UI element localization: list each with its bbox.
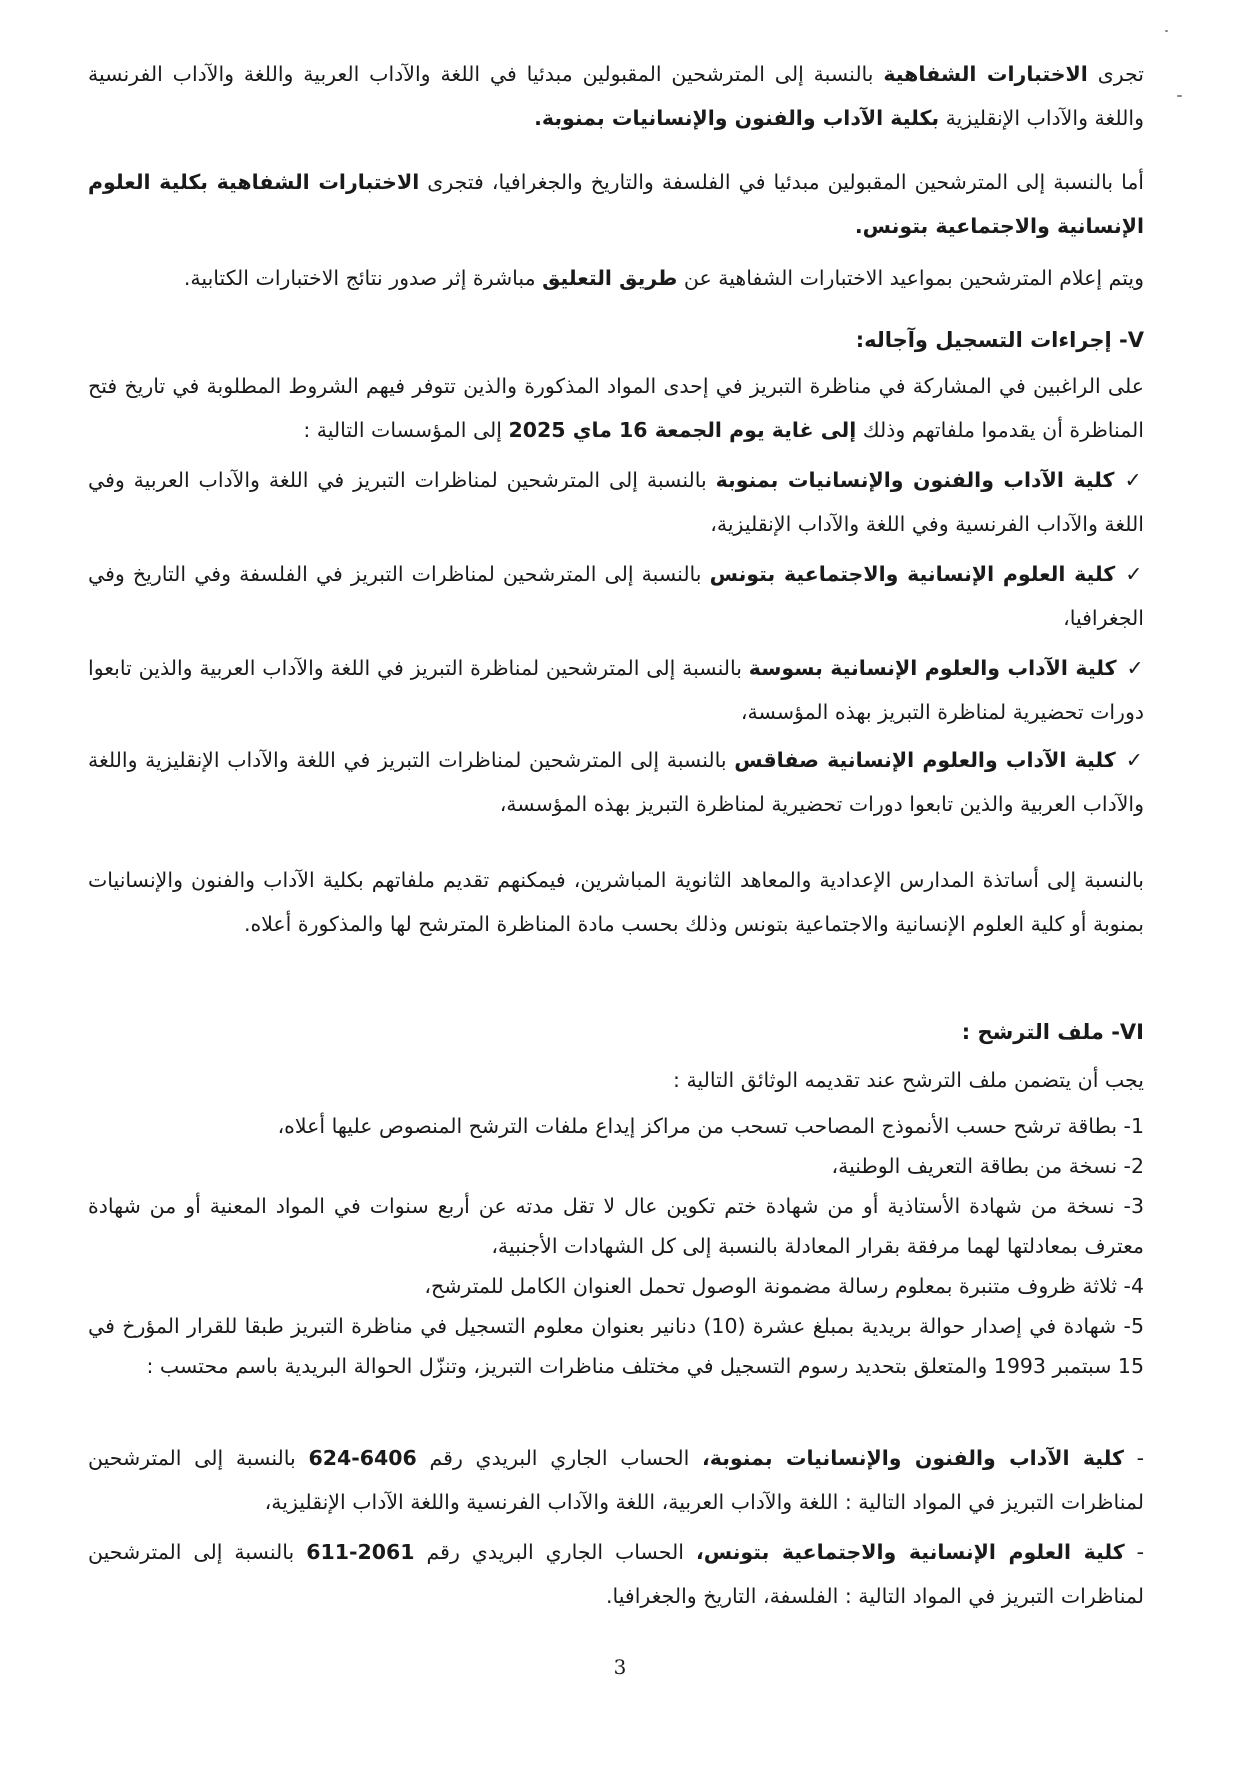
page-number: 3 — [613, 1655, 627, 1679]
section-v-heading: V- إجراءات التسجيل وآجاله: — [855, 328, 1144, 352]
text-run: بالنسبة إلى المترشحين لمناظرة التبريز في اللغة والآداب العربية والذين تابعوا دورات تحضيرية لمناظرة التبريز بهذه المؤسسة، — [88, 656, 1144, 724]
checkmark-icon: ✓ — [1125, 562, 1144, 586]
bold-run: الاختبارات الشفاهية بكلية العلوم الإنسانية والاجتماعية بتونس. — [88, 170, 1144, 238]
bold-run: الاختبارات الشفاهية — [883, 62, 1088, 86]
checkmark-icon: ✓ — [1124, 468, 1144, 492]
text-run: بالنسبة إلى المترشحين لمناظرات التبريز في المواد التالية : الفلسفة، التاريخ والجغرافيا. — [88, 1540, 1144, 1608]
text-run: بالنسبة إلى المترشحين لمناظرات التبريز في المواد التالية : اللغة والآداب العربية، اللغة والآداب الفرنسية واللغة الآداب الإنقليزية، — [88, 1446, 1144, 1514]
section-vi-heading: VI- ملف الترشح : — [961, 1020, 1144, 1044]
checkmark-icon: ✓ — [1126, 656, 1144, 680]
institution-item-sfax — [88, 738, 1144, 826]
account-number: 2061-611 — [306, 1540, 415, 1564]
institution-name: كلية العلوم الإنسانية والاجتماعية بتونس، — [695, 1540, 1125, 1564]
text-run: بالنسبة إلى المترشحين لمناظرات التبريز في الفلسفة وفي التاريخ وفي الجغرافيا، — [88, 562, 1144, 630]
registration-intro-paragraph — [88, 364, 1144, 452]
deadline-date: إلى غاية يوم الجمعة 16 ماي 2025 — [508, 418, 857, 442]
institution-name: كلية الآداب والفنون والإنسانيات بمنوبة — [715, 468, 1115, 492]
institution-name: كلية العلوم الإنسانية والاجتماعية بتونس — [709, 562, 1116, 586]
teachers-paragraph: بالنسبة إلى أساتذة المدارس الإعدادية والمعاهد الثانوية المباشرين، فيمكنهم تقديم ملفاتهم بكلية الآداب والفنون والإنسانيات بمنوبة أو كلية العلوم الإنسانية والاجتماعية بتونس وذلك بحسب مادة المناظرة المترشح لها والمذكورة أعلاه. — [88, 868, 1144, 936]
text-run: الحساب الجاري البريدي رقم — [414, 1540, 696, 1564]
text-run: بالنسبة إلى المترشحين المقبولين مبدئيا في اللغة والآداب العربية واللغة والآداب الفرنسية واللغة والآداب الإنقليزية — [88, 62, 1144, 130]
postal-account-tunis — [88, 1530, 1144, 1618]
bold-run: بكلية الآداب والفنون والإنسانيات بمنوبة. — [534, 106, 940, 130]
postal-account-manouba — [88, 1436, 1144, 1524]
text-run: - — [1124, 1540, 1145, 1564]
text-run: ويتم إعلام المترشحين بمواعيد الاختبارات الشفاهية عن — [677, 266, 1144, 290]
text-run: بالنسبة إلى المترشحين لمناظرات التبريز في اللغة والآداب الإنقليزية واللغة والآداب العربية والذين تابعوا دورات تحضيرية لمناظرة التبريز بهذه المؤسسة، — [88, 748, 1144, 816]
text-run: إلى المؤسسات التالية : — [303, 418, 509, 442]
documents-intro: يجب أن يتضمن ملف الترشح عند تقديمه الوثائق التالية : — [673, 1068, 1144, 1092]
text-run: بالنسبة إلى المترشحين لمناظرات التبريز في اللغة والآداب العربية وفي اللغة والآداب الفرنسية وفي اللغة والآداب الإنقليزية، — [88, 468, 1144, 536]
text-run: - — [1123, 1446, 1145, 1470]
document-item-5: 5- شهادة في إصدار حوالة بريدية بمبلغ عشرة (10) دنانير بعنوان معلوم التسجيل في مناظرة التبريز طبقا للقرار المؤرخ في 15 سبتمبر 1993 والمتعلق بتحديد رسوم التسجيل في مختلف مناظرات التبريز، وتنزّل الحوالة البريدية باسم محتسب : — [88, 1314, 1144, 1378]
institution-name: كلية الآداب والعلوم الإنسانية صفاقس — [734, 748, 1116, 772]
text-run: على الراغبين في المشاركة في مناظرة التبريز في إحدى المواد المذكورة والذين تتوفر فيهم الشروط المطلوبة في تاريخ فتح المناظرة أن يقدموا ملفاتهم وذلك — [88, 374, 1144, 442]
checkmark-icon: ✓ — [1125, 748, 1144, 772]
text-run: أما بالنسبة إلى المترشحين المقبولين مبدئيا في الفلسفة والتاريخ والجغرافيا، فتجرى — [419, 170, 1144, 194]
oral-exams-paragraph — [88, 52, 1144, 140]
notification-paragraph — [88, 256, 1144, 300]
text-run: مباشرة إثر صدور نتائج الاختبارات الكتابية. — [183, 266, 543, 290]
document-item-1: 1- بطاقة ترشح حسب الأنموذج المصاحب تسحب من مراكز إيداع ملفات الترشح المنصوص عليها أعلاه، — [277, 1114, 1144, 1138]
account-number: 6406-624 — [308, 1446, 417, 1470]
document-item-2: 2- نسخة من بطاقة التعريف الوطنية، — [831, 1154, 1144, 1178]
document-item-4: 4- ثلاثة ظروف متنبرة بمعلوم رسالة مضمونة الوصول تحمل العنوان الكامل للمترشح، — [424, 1274, 1144, 1298]
scan-speck — [1177, 95, 1182, 97]
bold-run: طريق التعليق — [542, 266, 678, 290]
oral-exams-humanities-paragraph — [88, 160, 1144, 248]
institution-name: كلية الآداب والفنون والإنسانيات بمنوبة، — [701, 1446, 1124, 1470]
institution-item-manouba — [88, 458, 1144, 546]
text-run: تجرى — [1087, 62, 1144, 86]
text-run: الحساب الجاري البريدي رقم — [416, 1446, 702, 1470]
institution-item-sousse — [88, 646, 1144, 734]
scan-speck — [1165, 30, 1168, 32]
institution-name: كلية الآداب والعلوم الإنسانية بسوسة — [748, 656, 1117, 680]
institution-item-tunis — [88, 552, 1144, 640]
document-item-3: 3- نسخة من شهادة الأستاذية أو من شهادة ختم تكوين عال لا تقل مدته عن أربع سنوات في المواد المعنية أو من شهادة معترف بمعادلتها لهما مرفقة بقرار المعادلة بالنسبة إلى كل الشهادات الأجنبية، — [88, 1194, 1144, 1258]
